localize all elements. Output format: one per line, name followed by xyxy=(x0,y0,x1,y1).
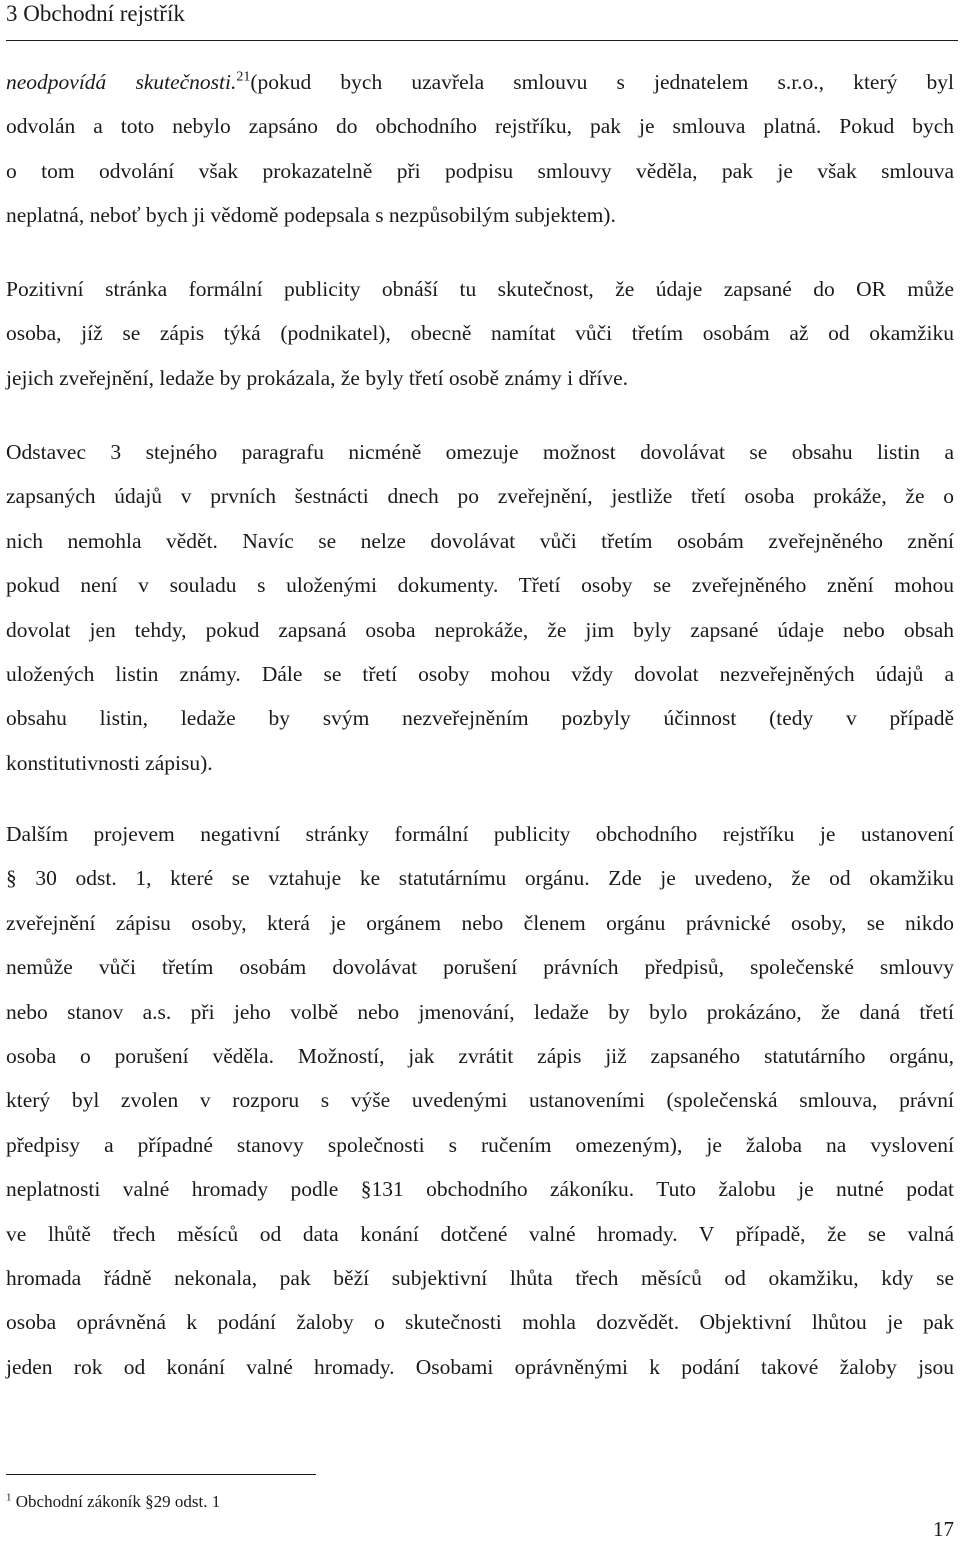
text-line: neplatná, neboť bych ji vědomě podepsala s nezpůsobilým subjektem). xyxy=(6,203,616,228)
footnote-text: Obchodní zákoník §29 odst. 1 xyxy=(15,1492,221,1511)
text-line xyxy=(6,60,954,104)
text-line: Pozitivní stránka formální publicity obnáší tu skutečnost, že údaje zapsané do OR může xyxy=(6,277,954,301)
text-line: hromada řádně nekonala, pak běží subjektivní lhůta třech měsíců od okamžiku, kdy se xyxy=(6,1266,954,1291)
text-line: o tom odvolání však prokazatelně při podpisu smlouvy věděla, pak je však smlouva xyxy=(6,158,954,183)
text-run: (pokud bych uzavřela smlouvu s jednatelem s.r.o., který byl xyxy=(250,70,954,94)
text-line: nebo stanov a.s. při jeho volbě nebo jmenování, ledaže by bylo prokázáno, že daná třetí xyxy=(6,999,954,1024)
text-line: odvolán a toto nebylo zapsáno do obchodního rejstříku, pak je smlouva platná. Pokud bych xyxy=(6,114,954,139)
text-line: § 30 odst. 1, které se vztahuje ke statutárnímu orgánu. Zde je uvedeno, že od okamžiku xyxy=(6,866,954,891)
text-line: který byl zvolen v rozporu s výše uvedenými ustanoveními (společenská smlouva, právní xyxy=(6,1088,954,1113)
text-line: ve lhůtě třech měsíců od data konání dotčené valné hromady. V případě, že se valná xyxy=(6,1221,954,1246)
text-line: obsahu listin, ledaže by svým nezveřejněním pozbyly účinnost (tedy v případě xyxy=(6,706,954,731)
text-line: uložených listin známy. Dále se třetí osoby mohou vždy dovolat nezveřejněných údajů a xyxy=(6,662,954,687)
paragraph-1 xyxy=(6,60,954,238)
footnote xyxy=(6,1490,220,1514)
text-line: osoba, jíž se zápis týká (podnikatel), obecně namítat vůči třetím osobám až od okamžiku xyxy=(6,321,954,346)
text-line: neplatnosti valné hromady podle §131 obchodního zákoníku. Tuto žalobu je nutné podat xyxy=(6,1177,954,1202)
footnote-reference[interactable]: 21 xyxy=(236,69,251,85)
text-line: jejich zveřejnění, ledaže by prokázala, že byly třetí osobě známy i dříve. xyxy=(6,365,629,390)
text-line: předpisy a případné stanovy společnosti s ručením omezeným), je žaloba na vyslovení xyxy=(6,1132,954,1157)
running-head: 3 Obchodní rejstřík xyxy=(6,1,185,26)
text-line: nich nemohla vědět. Navíc se nelze dovolávat vůči třetím osobám zveřejněného znění xyxy=(6,528,954,553)
paragraph-4 xyxy=(6,812,954,1389)
text-line: zapsaných údajů v prvních šestnácti dnech po zveřejnění, jestliže třetí osoba prokáže, že o xyxy=(6,484,954,509)
page-number: 17 xyxy=(933,1517,954,1541)
text-line: jeden rok od konání valné hromady. Osobami oprávněnými k podání takové žaloby jsou xyxy=(6,1354,954,1379)
text-line: nemůže vůči třetím osobám dovolávat porušení právních předpisů, společenské smlouvy xyxy=(6,955,954,980)
paragraph-3 xyxy=(6,430,954,785)
footnote-separator xyxy=(6,1474,316,1475)
footnote-marker: 1 xyxy=(6,1491,12,1504)
paragraph-2 xyxy=(6,267,954,400)
italic-text: neodpovídá skutečnosti. xyxy=(6,70,237,94)
text-line: osoba o porušení věděla. Možností, jak zvrátit zápis již zapsaného statutárního orgánu, xyxy=(6,1044,954,1069)
text-line: Dalším projevem negativní stránky formální publicity obchodního rejstříku je ustanovení xyxy=(6,822,954,846)
text-line: zveřejnění zápisu osoby, která je orgánem nebo členem orgánu právnické osoby, se nikdo xyxy=(6,910,954,935)
text-line: konstitutivnosti zápisu). xyxy=(6,750,213,775)
text-line: Odstavec 3 stejného paragrafu nicméně omezuje možnost dovolávat se obsahu listin a xyxy=(6,440,954,464)
header-rule xyxy=(6,40,958,41)
text-line: pokud není v souladu s uloženými dokumenty. Třetí osoby se zveřejněného znění mohou xyxy=(6,573,954,598)
text-line: dovolat jen tehdy, pokud zapsaná osoba neprokáže, že jim byly zapsané údaje nebo obsah xyxy=(6,617,954,642)
text-line: osoba oprávněná k podání žaloby o skutečnosti mohla dozvědět. Objektivní lhůtou je pak xyxy=(6,1310,954,1335)
